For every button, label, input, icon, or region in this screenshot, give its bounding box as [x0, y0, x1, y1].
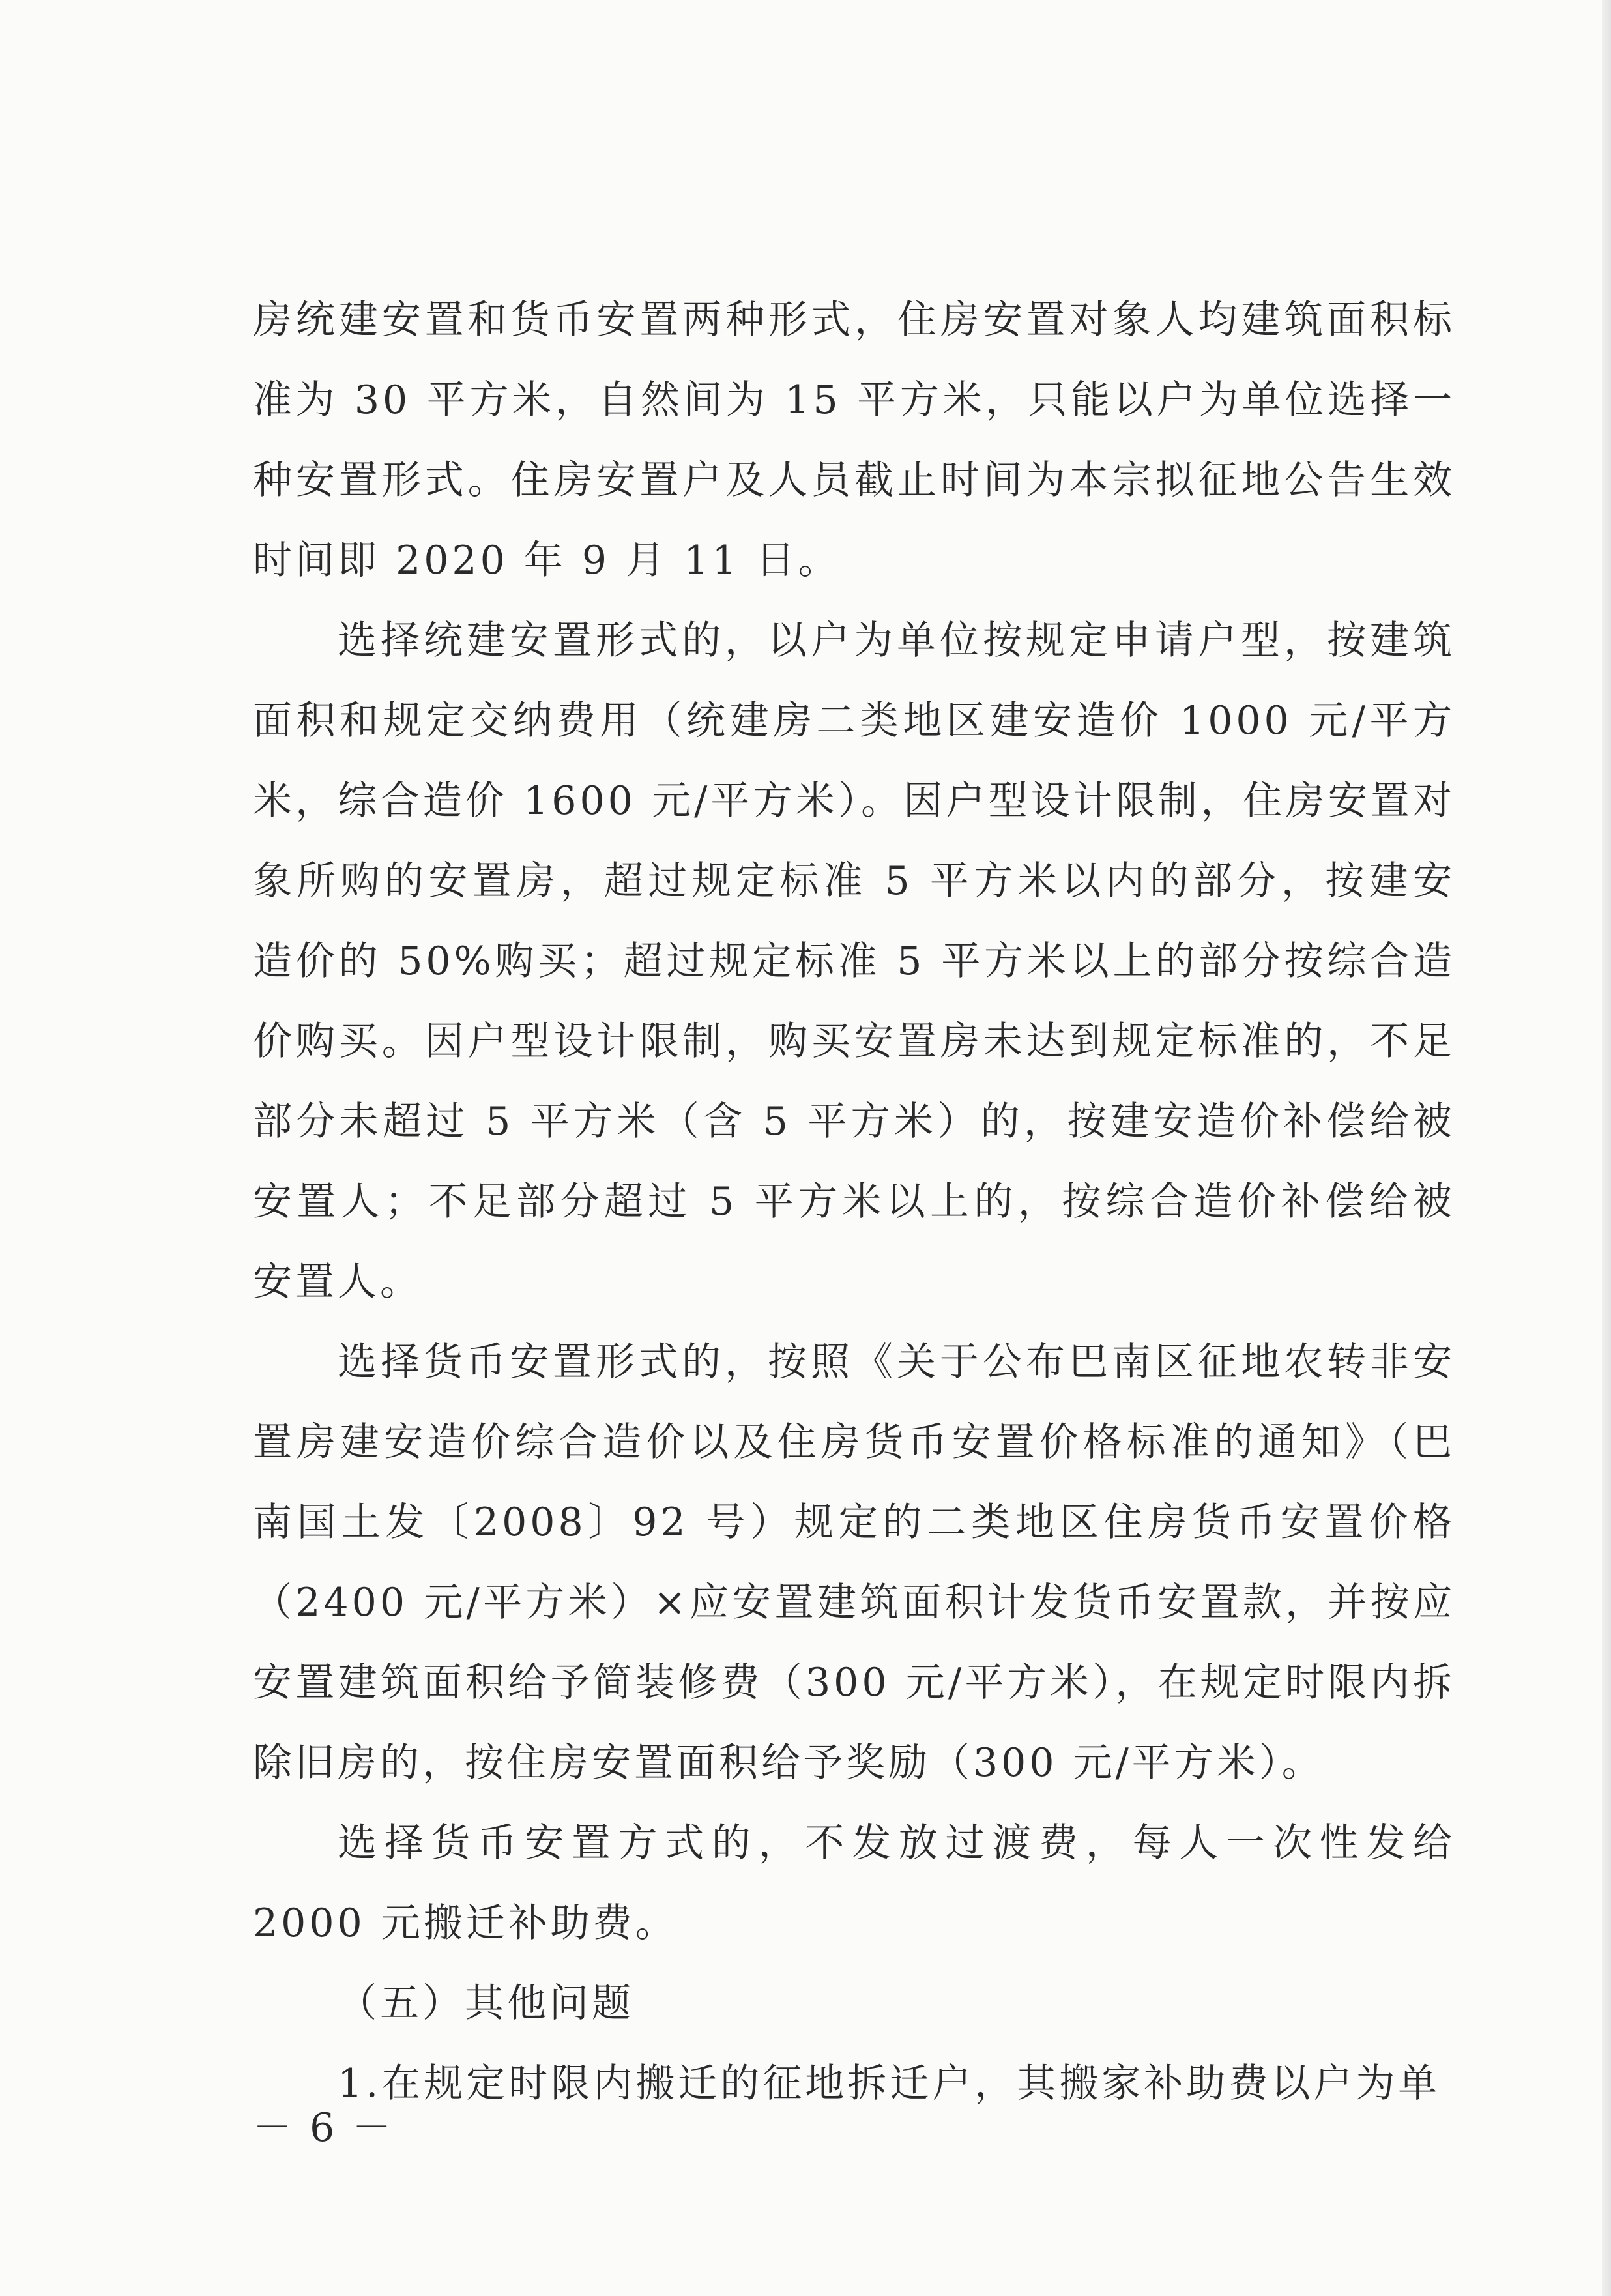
paragraph-unified-construction: 选择统建安置形式的，以户为单位按规定申请户型，按建筑面积和规定交纳费用（统建房二类地区建安造价 1000 元/平方米，综合造价 1600 元/平方米）。因户型设计限制，住房安置对象所购的安置房，超过规定标准 5 平方米以内的部分，按建安造价的 50%购买；超过规定标准 5 平方米以上的部分按综合造价购买。因户型设计限制，购买安置房未达到规定标准的，不足部分未超过 5 平方米（含 5 平方米）的，按建安造价补偿给被安置人；不足部分超过 5 平方米以上的，按综合造价补偿给被安置人。: [253, 618, 1455, 1305]
paragraph-housing-forms: 房统建安置和货币安置两种形式，住房安置对象人均建筑面积标准为 30 平方米，自然间为 15 平方米，只能以户为单位选择一种安置形式。住房安置户及人员截止时间为本宗拟征地公告生效时间即 2020 年 9 月 11 日。: [253, 297, 1455, 583]
page-number: － 6 －: [253, 2105, 394, 2151]
paragraph-moving-subsidy: 1.在规定时限内搬迁的征地拆迁户，其搬家补助费以户为单: [338, 2061, 1441, 2106]
scan-edge: [1602, 0, 1611, 2296]
section-heading-other-issues: （五）其他问题: [338, 1981, 634, 2026]
paragraph-monetary-placement: 选择货币安置形式的，按照《关于公布巴南区征地农转非安置房建安造价综合造价以及住房货币安置价格标准的通知》（巴南国土发〔2008〕92 号）规定的二类地区住房货币安置价格（2400 元/平方米）×应安置建筑面积计发货币安置款，并按应安置建筑面积给予简装修费（300 元/平方米），在规定时限内拆除旧房的，按住房安置面积给予奖励（300 元/平方米）。: [253, 1339, 1455, 1786]
document-body: [253, 280, 1455, 2124]
paragraph-relocation-subsidy: 选择货币安置方式的，不发放过渡费，每人一次性发给 2000 元搬迁补助费。: [253, 1820, 1455, 1946]
